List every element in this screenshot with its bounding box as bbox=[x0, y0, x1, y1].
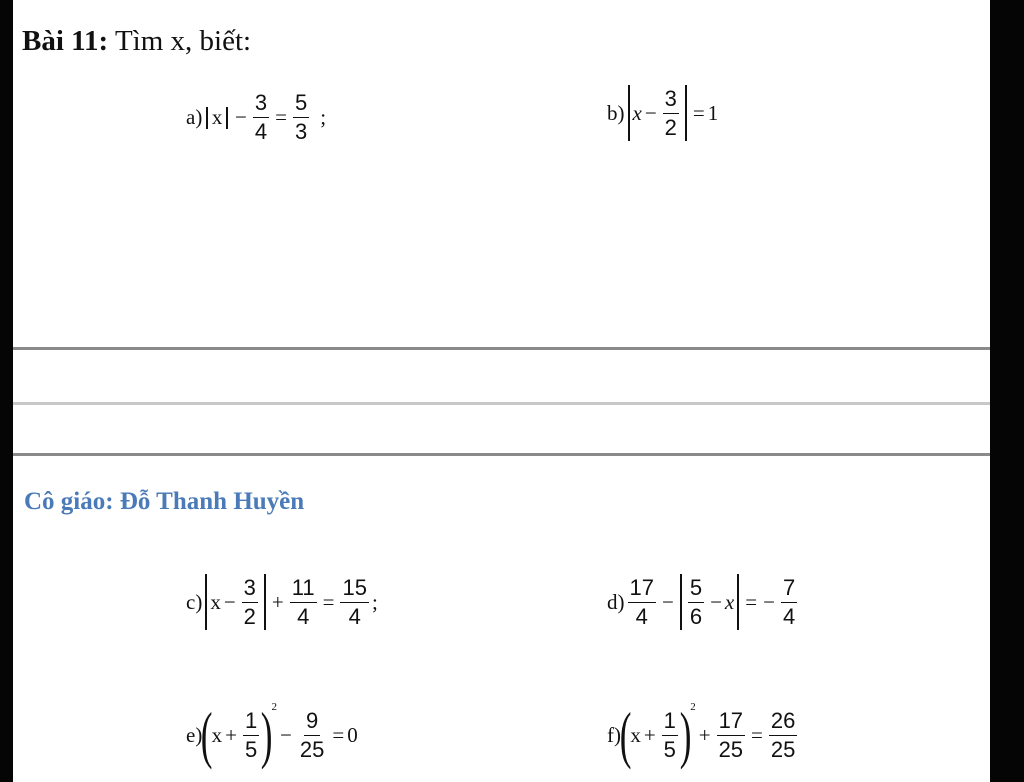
variable: x bbox=[210, 589, 221, 614]
abs-bar bbox=[680, 574, 682, 630]
fraction: $\frac{17}{4}$ bbox=[629, 574, 654, 629]
fraction: $\frac{9}{25}$ bbox=[299, 707, 325, 762]
problem-b-label: b) bbox=[607, 100, 625, 125]
exercise-instruction: Tìm x, biết: bbox=[114, 25, 252, 57]
fraction: $\frac{15}{4}$ bbox=[342, 574, 367, 629]
fraction: $\frac{7}{4}$ bbox=[782, 574, 796, 629]
left-paren: ( bbox=[619, 699, 632, 770]
teacher-name: Cô giáo: Đỗ Thanh Huyền bbox=[24, 488, 305, 515]
rhs-value: 1 bbox=[707, 100, 719, 125]
rhs-value: 0 bbox=[347, 722, 358, 747]
divider-3 bbox=[13, 453, 990, 456]
abs-bar bbox=[628, 85, 630, 141]
variable: x bbox=[632, 100, 642, 125]
fraction: $\frac{11}{4}$ bbox=[291, 574, 315, 629]
fraction: $\frac{3}{2}$ bbox=[664, 85, 677, 140]
fraction: $\frac{17}{25}$ bbox=[718, 707, 744, 762]
fraction: $\frac{5}{6}$ bbox=[689, 574, 703, 629]
abs-bar bbox=[685, 85, 687, 141]
fraction: $\frac{1}{5}$ bbox=[244, 707, 258, 762]
problem-d: d) $\frac{17}{4}$ − $\frac{5}{6}$ − x = − $\frac{7}{4}$ bbox=[607, 574, 796, 629]
abs-bar bbox=[264, 574, 266, 630]
right-paren: ) bbox=[679, 699, 692, 770]
abs-bar bbox=[206, 107, 208, 129]
variable: x bbox=[630, 722, 641, 747]
problem-c: c) x − $\frac{3}{2}$ + $\frac{11}{4}$ = $\frac{15}{4}$ ; bbox=[186, 574, 378, 629]
variable: x bbox=[211, 105, 223, 129]
problem-b: b) x − $\frac{3}{2}$ = 1 bbox=[607, 85, 719, 140]
exponent: 2 bbox=[271, 701, 278, 713]
fraction: $\frac{5}{3}$ bbox=[294, 90, 308, 144]
left-border bbox=[0, 0, 13, 782]
fraction: $\frac{3}{2}$ bbox=[243, 574, 256, 629]
right-paren: ) bbox=[261, 699, 273, 770]
abs-bar bbox=[205, 574, 207, 630]
divider-1 bbox=[13, 347, 990, 350]
variable: x bbox=[211, 722, 223, 747]
exponent: 2 bbox=[690, 701, 696, 713]
abs-bar bbox=[226, 107, 228, 129]
exercise-number: Bài 11: bbox=[22, 25, 109, 57]
fraction: $\frac{3}{4}$ bbox=[254, 90, 268, 144]
left-paren: ( bbox=[201, 699, 213, 770]
abs-bar bbox=[737, 574, 739, 630]
problem-e-label: e) bbox=[186, 722, 203, 747]
problem-c-label: c) bbox=[186, 589, 203, 614]
divider-2 bbox=[13, 402, 990, 405]
fraction: $\frac{26}{25}$ bbox=[770, 707, 796, 762]
problem-f: f) ( x + $\frac{1}{5}$ ) 2 + $\frac{17}{25}$ = $\frac{26}{25}$ bbox=[607, 699, 796, 770]
problem-a: a) x − $\frac{3}{4}$ = $\frac{5}{3}$ ; bbox=[186, 90, 327, 144]
problem-f-label: f) bbox=[607, 722, 621, 747]
semicolon: ; bbox=[371, 589, 378, 614]
semicolon: ; bbox=[320, 105, 327, 129]
blank-panel-2 bbox=[13, 405, 990, 453]
problem-a-label: a) bbox=[186, 105, 203, 129]
blank-panel-1 bbox=[13, 350, 990, 402]
variable: x bbox=[724, 589, 735, 614]
problem-d-label: d) bbox=[607, 589, 625, 614]
problem-e: e) ( x + $\frac{1}{5}$ ) 2 − $\frac{9}{25}$ = 0 bbox=[186, 699, 358, 770]
exercise-title bbox=[22, 25, 251, 58]
right-border bbox=[990, 0, 1024, 782]
fraction: $\frac{1}{5}$ bbox=[663, 707, 676, 762]
